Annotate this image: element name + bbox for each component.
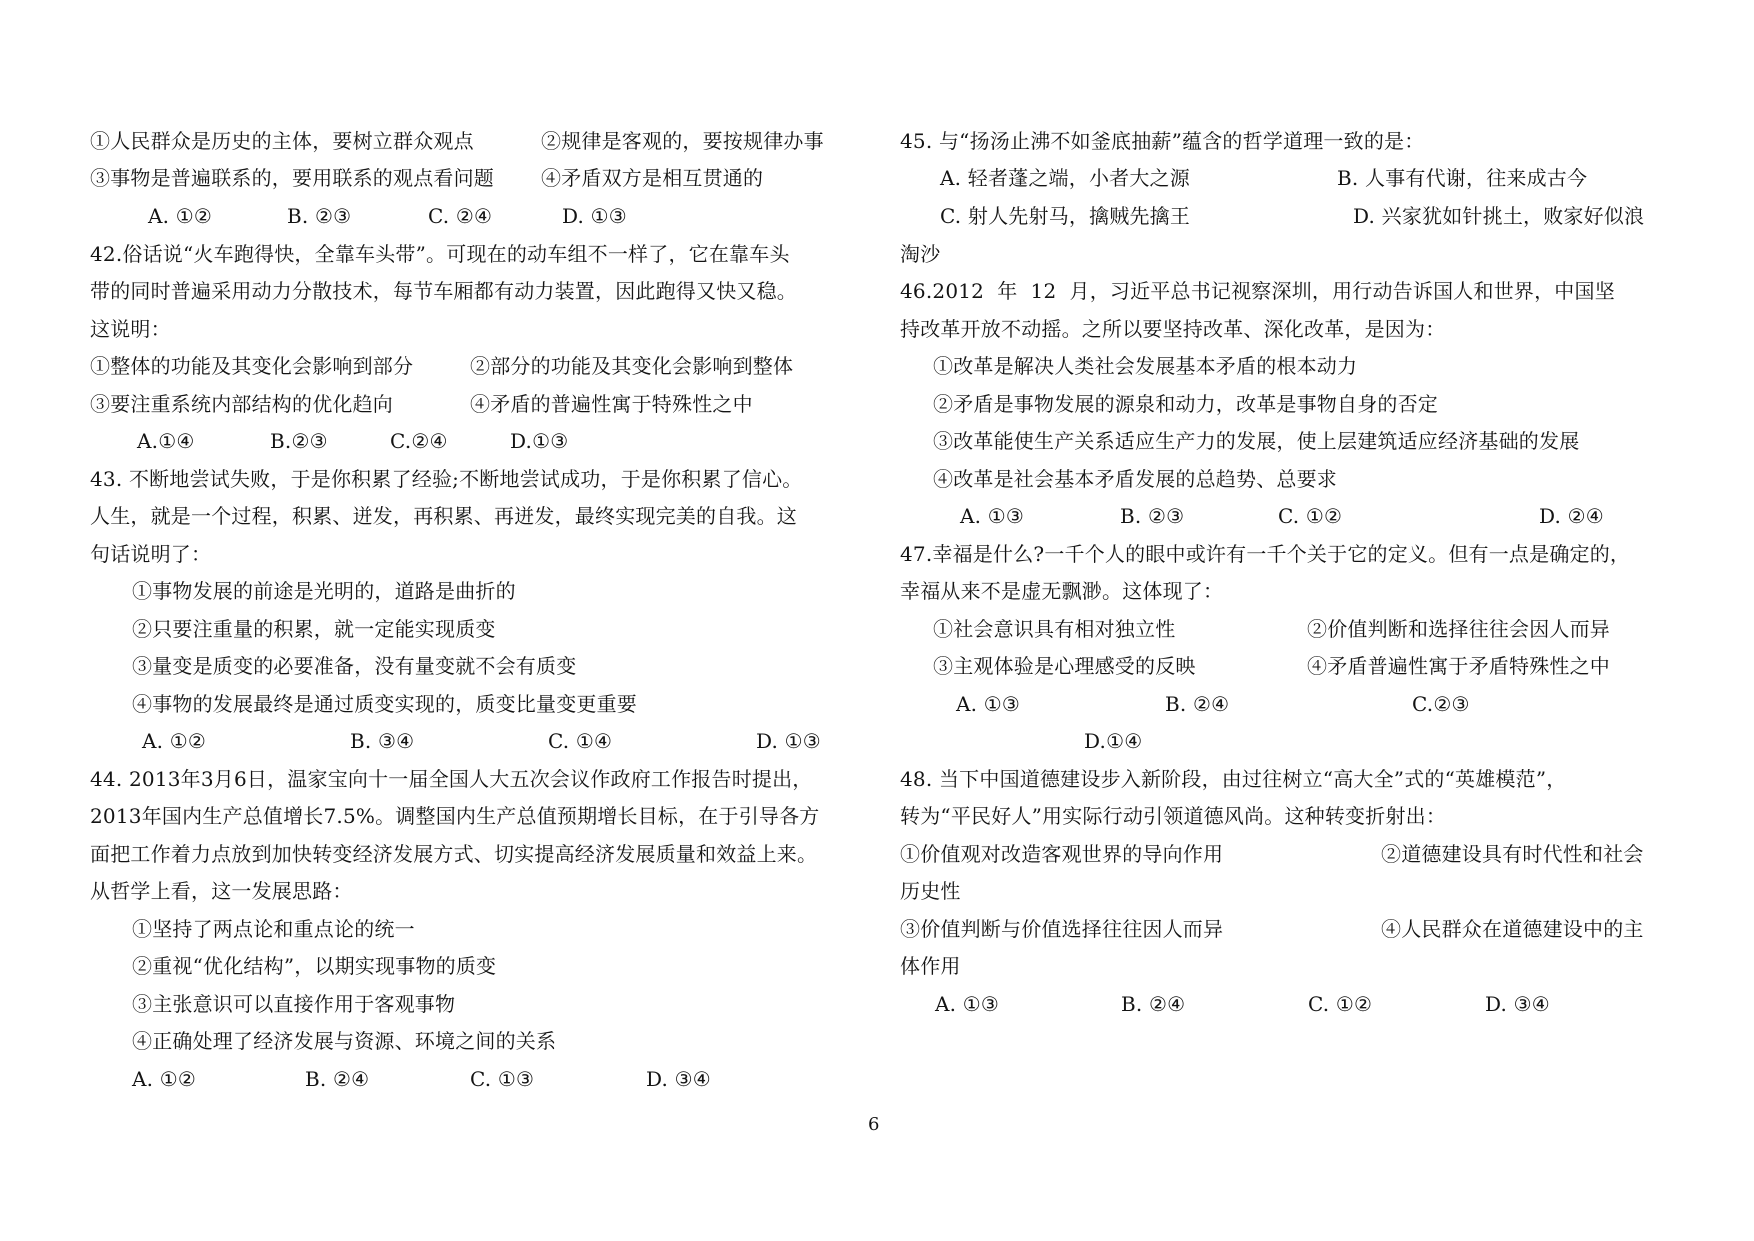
q46-option-4: ④改革是社会基本矛盾发展的总趋势、总要求 [933, 467, 1337, 491]
right-column [877, 0, 1754, 1241]
q41-option-2: ②规律是客观的，要按规律办事 [541, 129, 824, 153]
q41-answer-a: A. ①② [148, 204, 213, 228]
q47-option-4: ④矛盾普遍性寓于矛盾特殊性之中 [1307, 654, 1610, 678]
q44-stem-line-3: 面把工作着力点放到加快转变经济发展方式、切实提高经济发展质量和效益上来。 [90, 842, 818, 866]
q46-stem-line-1: 46.2012 年 12 月，习近平总书记视察深圳，用行动告诉国人和世界，中国坚 [900, 279, 1615, 303]
q48-answer-c: C. ①② [1308, 992, 1373, 1016]
q47-option-1: ①社会意识具有相对独立性 [933, 617, 1176, 641]
q42-option-3: ③要注重系统内部结构的优化趋向 [90, 392, 393, 416]
q48-stem-line-2: 转为“平民好人”用实际行动引领道德风尚。这种转变折射出： [900, 804, 1447, 828]
q44-stem-line-4: 从哲学上看，这一发展思路： [90, 879, 353, 903]
q48-option-2: ②道德建设具有时代性和社会 [1381, 842, 1644, 866]
q46-answer-d: D. ②④ [1539, 504, 1604, 528]
q41-option-3: ③事物是普遍联系的，要用联系的观点看问题 [90, 166, 494, 190]
q46-stem-line-2: 持改革开放不动摇。之所以要坚持改革、深化改革，是因为： [900, 317, 1446, 341]
q43-answer-c: C. ①④ [548, 729, 613, 753]
q42-answer-a: A.①④ [137, 429, 195, 453]
q43-option-2: ②只要注重量的积累，就一定能实现质变 [132, 617, 496, 641]
q48-answer-d: D. ③④ [1485, 992, 1550, 1016]
q41-option-4: ④矛盾双方是相互贯通的 [541, 166, 764, 190]
q46-option-1: ①改革是解决人类社会发展基本矛盾的根本动力 [933, 354, 1358, 378]
q42-answer-b: B.②③ [270, 429, 328, 453]
page-number: 6 [868, 1114, 880, 1135]
q48-stem-line-1: 48. 当下中国道德建设步入新阶段，由过往树立“高大全”式的“英雄模范”， [900, 767, 1567, 791]
q44-answer-d: D. ③④ [646, 1067, 711, 1091]
q45-option-c: C. 射人先射马，擒贼先擒王 [940, 204, 1191, 228]
q43-option-3: ③量变是质变的必要准备，没有量变就不会有质变 [132, 654, 577, 678]
q42-option-2: ②部分的功能及其变化会影响到整体 [470, 354, 794, 378]
q42-stem-line-3: 这说明： [90, 317, 171, 341]
q41-option-1: ①人民群众是历史的主体，要树立群众观点 [90, 129, 474, 153]
q43-answer-a: A. ①② [142, 729, 207, 753]
q43-answer-d: D. ①③ [756, 729, 821, 753]
q42-stem-line-2: 带的同时普遍采用动力分散技术，每节车厢都有动力装置，因此跑得又快又稳。 [90, 279, 797, 303]
q43-answer-b: B. ③④ [350, 729, 415, 753]
q43-option-1: ①事物发展的前途是光明的，道路是曲折的 [132, 579, 516, 603]
q46-answer-c: C. ①② [1278, 504, 1343, 528]
q44-stem-line-2: 2013年国内生产总值增长7.5%。调整国内生产总值预期增长目标，在于引导各方 [90, 804, 820, 828]
q48-option-3: ③价值判断与价值选择往往因人而异 [900, 917, 1224, 941]
q48-option-4-continued: 体作用 [900, 954, 961, 978]
q45-option-d: D. 兴家犹如针挑土，败家好似浪 [1353, 204, 1645, 228]
q48-option-4: ④人民群众在道德建设中的主 [1381, 917, 1644, 941]
q47-answer-a: A. ①③ [956, 692, 1021, 716]
q43-stem-line-2: 人生，就是一个过程，积累、迸发，再积累、再迸发，最终实现完美的自我。这 [90, 504, 797, 528]
q41-answer-b: B. ②③ [287, 204, 352, 228]
q46-option-2: ②矛盾是事物发展的源泉和动力，改革是事物自身的否定 [933, 392, 1438, 416]
q47-answer-c: C.②③ [1412, 692, 1470, 716]
q43-stem-line-1: 43. 不断地尝试失败，于是你积累了经验;不断地尝试成功，于是你积累了信心。 [90, 467, 803, 491]
q45-option-a: A. 轻者蓬之端，小者大之源 [940, 166, 1190, 190]
q46-answer-b: B. ②③ [1120, 504, 1185, 528]
q45-stem-line-1: 45. 与“扬汤止沸不如釜底抽薪”蕴含的哲学道理一致的是： [900, 129, 1425, 153]
q44-option-2: ②重视“优化结构”，以期实现事物的质变 [132, 954, 497, 978]
q47-answer-b: B. ②④ [1165, 692, 1230, 716]
q44-option-1: ①坚持了两点论和重点论的统一 [132, 917, 415, 941]
q47-stem-line-2: 幸福从来不是虚无飘渺。这体现了： [900, 579, 1224, 603]
q47-answer-d: D.①④ [1084, 729, 1143, 753]
q47-stem-line-1: 47.幸福是什么?一千个人的眼中或许有一千个关于它的定义。但有一点是确定的， [900, 542, 1631, 566]
q42-stem-line-1: 42.俗话说“火车跑得快，全靠车头带”。可现在的动车组不一样了，它在靠车头 [90, 242, 790, 266]
q44-stem-line-1: 44. 2013年3月6日，温家宝向十一届全国人大五次会议作政府工作报告时提出， [90, 767, 813, 791]
q45-option-b: B. 人事有代谢，往来成古今 [1337, 166, 1588, 190]
q42-answer-d: D.①③ [510, 429, 569, 453]
q47-option-3: ③主观体验是心理感受的反映 [933, 654, 1196, 678]
q43-stem-line-3: 句话说明了： [90, 542, 212, 566]
q44-answer-a: A. ①② [132, 1067, 197, 1091]
q47-option-2: ②价值判断和选择往往会因人而异 [1307, 617, 1610, 641]
q46-answer-a: A. ①③ [960, 504, 1025, 528]
q48-option-2-continued: 历史性 [900, 879, 961, 903]
q44-answer-b: B. ②④ [305, 1067, 370, 1091]
q48-answer-a: A. ①③ [935, 992, 1000, 1016]
q44-answer-c: C. ①③ [470, 1067, 535, 1091]
q44-option-3: ③主张意识可以直接作用于客观事物 [132, 992, 456, 1016]
q43-option-4: ④事物的发展最终是通过质变实现的，质变比量变更重要 [132, 692, 637, 716]
q41-answer-c: C. ②④ [428, 204, 493, 228]
q48-answer-b: B. ②④ [1121, 992, 1186, 1016]
q48-option-1: ①价值观对改造客观世界的导向作用 [900, 842, 1224, 866]
q42-answer-c: C.②④ [390, 429, 448, 453]
q42-option-1: ①整体的功能及其变化会影响到部分 [90, 354, 414, 378]
q41-answer-d: D. ①③ [562, 204, 627, 228]
q42-option-4: ④矛盾的普遍性寓于特殊性之中 [470, 392, 753, 416]
q44-option-4: ④正确处理了经济发展与资源、环境之间的关系 [132, 1029, 557, 1053]
q45-option-d-continued: 淘沙 [900, 242, 941, 266]
q46-option-3: ③改革能使生产关系适应生产力的发展，使上层建筑适应经济基础的发展 [933, 429, 1580, 453]
